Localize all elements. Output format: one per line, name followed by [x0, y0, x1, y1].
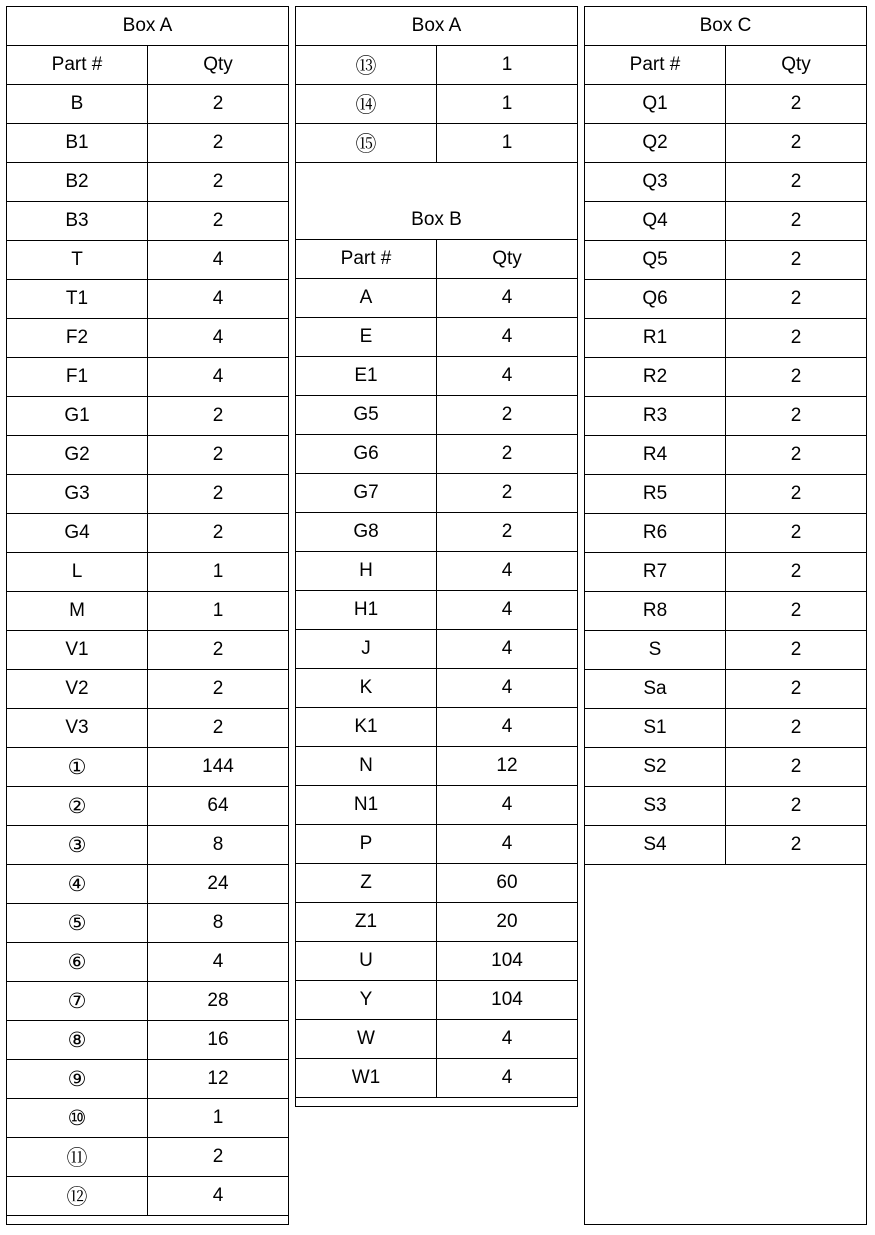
- table-row: [585, 319, 866, 358]
- qty-cell: 4: [437, 825, 578, 864]
- table-row: [7, 241, 288, 280]
- qty-cell: 2: [148, 475, 289, 514]
- qty-cell: 2: [726, 241, 867, 280]
- table-row: [296, 396, 577, 435]
- table-row: [296, 513, 577, 552]
- qty-cell: 4: [148, 358, 289, 397]
- spacer-cell: [296, 163, 577, 202]
- table-row: [296, 786, 577, 825]
- part-header: Part #: [585, 46, 726, 85]
- part-cell: A: [296, 279, 437, 318]
- part-cell: F1: [7, 358, 148, 397]
- table-row: [585, 553, 866, 592]
- table-row: [7, 865, 288, 904]
- qty-cell: 2: [148, 436, 289, 475]
- part-cell: ⑭: [296, 85, 437, 124]
- qty-cell: 4: [437, 630, 578, 669]
- part-cell: H1: [296, 591, 437, 630]
- part-cell: B3: [7, 202, 148, 241]
- qty-cell: 1: [437, 85, 578, 124]
- table-row: [7, 1060, 288, 1099]
- table-header-row: [585, 46, 866, 85]
- qty-cell: 2: [726, 202, 867, 241]
- part-cell: G5: [296, 396, 437, 435]
- table-row: [7, 826, 288, 865]
- part-header: Part #: [296, 240, 437, 279]
- part-cell: ⑩: [7, 1099, 148, 1138]
- qty-cell: 28: [148, 982, 289, 1021]
- part-cell: Q4: [585, 202, 726, 241]
- part-cell: K1: [296, 708, 437, 747]
- part-cell: Q5: [585, 241, 726, 280]
- qty-cell: 8: [148, 826, 289, 865]
- table-row: [7, 358, 288, 397]
- part-cell: R3: [585, 397, 726, 436]
- table-row: [296, 1059, 577, 1098]
- part-cell: ⑪: [7, 1138, 148, 1177]
- part-cell: G4: [7, 514, 148, 553]
- qty-cell: 2: [726, 280, 867, 319]
- box-c-grid: [585, 7, 866, 865]
- part-cell: ⑬: [296, 46, 437, 85]
- table-row: [7, 904, 288, 943]
- table-row: [7, 1099, 288, 1138]
- part-cell: ④: [7, 865, 148, 904]
- spacer-row: [296, 163, 577, 202]
- qty-cell: 2: [726, 787, 867, 826]
- table-row: [296, 981, 577, 1020]
- qty-cell: 104: [437, 981, 578, 1020]
- qty-cell: 2: [726, 748, 867, 787]
- part-cell: W1: [296, 1059, 437, 1098]
- part-cell: R6: [585, 514, 726, 553]
- part-cell: T1: [7, 280, 148, 319]
- part-cell: G2: [7, 436, 148, 475]
- part-cell: ②: [7, 787, 148, 826]
- part-cell: Q1: [585, 85, 726, 124]
- qty-cell: 2: [726, 826, 867, 865]
- table-row: [585, 280, 866, 319]
- table-row: [585, 592, 866, 631]
- qty-cell: 16: [148, 1021, 289, 1060]
- qty-cell: 1: [148, 1099, 289, 1138]
- box-b-rows: [296, 279, 577, 1098]
- part-cell: G1: [7, 397, 148, 436]
- box-a-table: [6, 6, 289, 1225]
- qty-cell: 2: [726, 124, 867, 163]
- table-row: [296, 85, 577, 124]
- part-cell: T: [7, 241, 148, 280]
- qty-cell: 2: [726, 670, 867, 709]
- table-title-row: [296, 201, 577, 240]
- qty-cell: 4: [437, 708, 578, 747]
- qty-cell: 4: [437, 1020, 578, 1059]
- table-row: [296, 903, 577, 942]
- table-row: [585, 358, 866, 397]
- part-cell: ⑨: [7, 1060, 148, 1099]
- qty-cell: 24: [148, 865, 289, 904]
- table-row: [7, 1177, 288, 1216]
- qty-cell: 2: [726, 475, 867, 514]
- part-cell: R5: [585, 475, 726, 514]
- qty-cell: 2: [726, 85, 867, 124]
- part-header: Part #: [7, 46, 148, 85]
- box-a-rows: [7, 85, 288, 1216]
- box-a-continued-rows: [296, 46, 577, 163]
- table-row: [7, 1021, 288, 1060]
- part-cell: ①: [7, 748, 148, 787]
- part-cell: L: [7, 553, 148, 592]
- part-cell: R1: [585, 319, 726, 358]
- part-cell: ⑧: [7, 1021, 148, 1060]
- qty-cell: 2: [148, 124, 289, 163]
- qty-cell: 2: [148, 1138, 289, 1177]
- qty-cell: 2: [437, 513, 578, 552]
- table-row: [7, 397, 288, 436]
- table-row: [7, 85, 288, 124]
- qty-cell: 20: [437, 903, 578, 942]
- table-row: [7, 592, 288, 631]
- part-cell: Y: [296, 981, 437, 1020]
- table-row: [7, 709, 288, 748]
- qty-cell: 12: [437, 747, 578, 786]
- qty-cell: 4: [437, 669, 578, 708]
- part-cell: E: [296, 318, 437, 357]
- qty-cell: 1: [437, 46, 578, 85]
- table-row: [585, 748, 866, 787]
- table-row: [585, 826, 866, 865]
- part-cell: S1: [585, 709, 726, 748]
- part-cell: N: [296, 747, 437, 786]
- part-cell: ⑦: [7, 982, 148, 1021]
- table-row: [296, 435, 577, 474]
- part-cell: G6: [296, 435, 437, 474]
- qty-cell: 2: [437, 474, 578, 513]
- part-cell: Z: [296, 864, 437, 903]
- qty-cell: 2: [726, 631, 867, 670]
- table-row: [296, 46, 577, 85]
- qty-cell: 4: [148, 943, 289, 982]
- qty-cell: 2: [726, 436, 867, 475]
- table-row: [296, 708, 577, 747]
- part-cell: M: [7, 592, 148, 631]
- part-cell: S: [585, 631, 726, 670]
- qty-header: Qty: [726, 46, 867, 85]
- part-cell: N1: [296, 786, 437, 825]
- box-a-grid: [7, 7, 288, 1216]
- part-cell: E1: [296, 357, 437, 396]
- qty-header: Qty: [148, 46, 289, 85]
- part-cell: G7: [296, 474, 437, 513]
- qty-cell: 64: [148, 787, 289, 826]
- table-row: [7, 319, 288, 358]
- table-row: [585, 631, 866, 670]
- qty-cell: 12: [148, 1060, 289, 1099]
- table-row: [7, 553, 288, 592]
- table-row: [585, 397, 866, 436]
- box-a-continued-grid: [296, 7, 577, 1098]
- table-title-row: [7, 7, 288, 46]
- part-cell: Q6: [585, 280, 726, 319]
- part-cell: B2: [7, 163, 148, 202]
- part-cell: V3: [7, 709, 148, 748]
- table-row: [7, 202, 288, 241]
- table-row: [585, 670, 866, 709]
- table-row: [7, 748, 288, 787]
- table-row: [585, 202, 866, 241]
- part-cell: Q2: [585, 124, 726, 163]
- table-row: [585, 85, 866, 124]
- table-row: [296, 552, 577, 591]
- table-row: [585, 241, 866, 280]
- part-cell: H: [296, 552, 437, 591]
- qty-cell: 2: [148, 709, 289, 748]
- table-row: [7, 163, 288, 202]
- part-cell: V1: [7, 631, 148, 670]
- qty-cell: 4: [437, 279, 578, 318]
- table-row: [7, 982, 288, 1021]
- qty-cell: 2: [726, 709, 867, 748]
- part-cell: R4: [585, 436, 726, 475]
- table-row: [296, 318, 577, 357]
- table-row: [296, 669, 577, 708]
- table-row: [296, 825, 577, 864]
- part-cell: G3: [7, 475, 148, 514]
- part-cell: J: [296, 630, 437, 669]
- table-row: [585, 475, 866, 514]
- table-row: [296, 591, 577, 630]
- qty-cell: 60: [437, 864, 578, 903]
- table-row: [7, 514, 288, 553]
- table-title-row: [296, 7, 577, 46]
- part-cell: ③: [7, 826, 148, 865]
- table-row: [585, 787, 866, 826]
- qty-cell: 104: [437, 942, 578, 981]
- qty-cell: 2: [726, 358, 867, 397]
- table-row: [296, 864, 577, 903]
- qty-cell: 4: [437, 591, 578, 630]
- qty-cell: 2: [726, 319, 867, 358]
- table-title-row: [585, 7, 866, 46]
- qty-cell: 4: [437, 552, 578, 591]
- table-row: [296, 1020, 577, 1059]
- qty-cell: 1: [148, 592, 289, 631]
- qty-cell: 2: [437, 435, 578, 474]
- table-row: [7, 280, 288, 319]
- table-row: [585, 124, 866, 163]
- part-cell: B: [7, 85, 148, 124]
- part-cell: S3: [585, 787, 726, 826]
- qty-cell: 8: [148, 904, 289, 943]
- part-cell: Q3: [585, 163, 726, 202]
- qty-cell: 4: [148, 1177, 289, 1216]
- part-cell: ⑫: [7, 1177, 148, 1216]
- box-a-title: Box A: [7, 7, 288, 46]
- part-cell: W: [296, 1020, 437, 1059]
- part-cell: S2: [585, 748, 726, 787]
- qty-cell: 1: [437, 124, 578, 163]
- qty-cell: 4: [437, 786, 578, 825]
- qty-cell: 2: [726, 163, 867, 202]
- qty-cell: 4: [148, 280, 289, 319]
- table-row: [7, 475, 288, 514]
- part-cell: Z1: [296, 903, 437, 942]
- part-cell: U: [296, 942, 437, 981]
- table-row: [7, 943, 288, 982]
- part-cell: V2: [7, 670, 148, 709]
- part-cell: ⑮: [296, 124, 437, 163]
- qty-cell: 2: [148, 631, 289, 670]
- table-row: [296, 747, 577, 786]
- part-cell: R2: [585, 358, 726, 397]
- table-row: [7, 436, 288, 475]
- qty-cell: 4: [437, 357, 578, 396]
- table-row: [296, 630, 577, 669]
- qty-header: Qty: [437, 240, 578, 279]
- table-row: [7, 1138, 288, 1177]
- box-a-b-table: [295, 6, 578, 1107]
- qty-cell: 144: [148, 748, 289, 787]
- part-cell: ⑤: [7, 904, 148, 943]
- part-cell: R7: [585, 553, 726, 592]
- table-row: [585, 709, 866, 748]
- qty-cell: 2: [148, 163, 289, 202]
- part-cell: G8: [296, 513, 437, 552]
- table-header-row: [7, 46, 288, 85]
- qty-cell: 2: [148, 670, 289, 709]
- table-row: [296, 357, 577, 396]
- table-row: [296, 942, 577, 981]
- part-cell: ⑥: [7, 943, 148, 982]
- box-a-continued-title: Box A: [296, 7, 577, 46]
- part-cell: F2: [7, 319, 148, 358]
- table-row: [585, 436, 866, 475]
- table-row: [7, 124, 288, 163]
- table-header-row: [296, 240, 577, 279]
- box-c-table: [584, 6, 867, 1225]
- part-cell: P: [296, 825, 437, 864]
- table-row: [296, 474, 577, 513]
- qty-cell: 4: [437, 1059, 578, 1098]
- qty-cell: 2: [148, 514, 289, 553]
- part-cell: S4: [585, 826, 726, 865]
- qty-cell: 2: [148, 202, 289, 241]
- table-row: [7, 670, 288, 709]
- table-row: [296, 124, 577, 163]
- qty-cell: 2: [726, 397, 867, 436]
- part-cell: Sa: [585, 670, 726, 709]
- qty-cell: 2: [148, 397, 289, 436]
- qty-cell: 2: [148, 85, 289, 124]
- part-cell: B1: [7, 124, 148, 163]
- box-c-title: Box C: [585, 7, 866, 46]
- table-row: [7, 631, 288, 670]
- qty-cell: 4: [148, 319, 289, 358]
- qty-cell: 1: [148, 553, 289, 592]
- box-b-title: Box B: [296, 201, 577, 240]
- qty-cell: 4: [148, 241, 289, 280]
- table-row: [585, 163, 866, 202]
- qty-cell: 2: [726, 514, 867, 553]
- qty-cell: 4: [437, 318, 578, 357]
- table-row: [585, 514, 866, 553]
- part-cell: K: [296, 669, 437, 708]
- qty-cell: 2: [437, 396, 578, 435]
- part-cell: R8: [585, 592, 726, 631]
- qty-cell: 2: [726, 592, 867, 631]
- qty-cell: 2: [726, 553, 867, 592]
- table-row: [296, 279, 577, 318]
- box-c-rows: [585, 85, 866, 865]
- table-row: [7, 787, 288, 826]
